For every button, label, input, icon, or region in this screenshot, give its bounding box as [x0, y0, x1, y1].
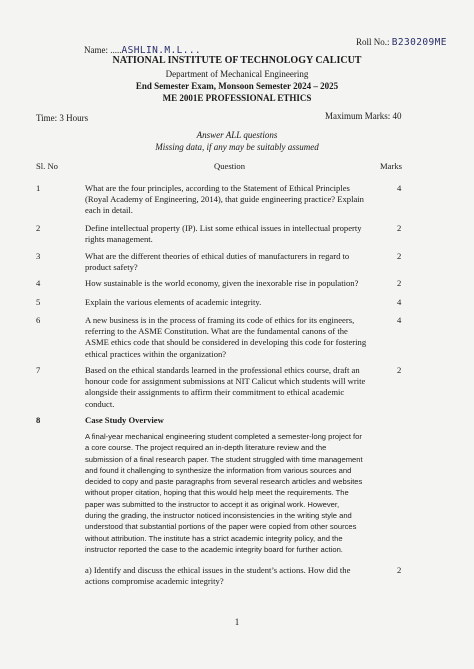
question-text: Based on the ethical standards learned in the professional ethics course, draft an honour code for assignment submissions at NIT Calicut which students will write alongside their assignments to affirm their commitment to ethical academic conduct. [85, 365, 366, 409]
question-number: 5 [36, 297, 41, 307]
col-question-header: Question [214, 161, 246, 171]
case-study-title: Case Study Overview [85, 415, 164, 425]
roll-number: Roll No.: B230209ME [356, 37, 447, 48]
question-number: 7 [36, 365, 41, 375]
question-marks: 2 [397, 278, 402, 288]
question-number: 3 [36, 251, 41, 261]
roll-number-value: B230209ME [391, 37, 447, 48]
page-number: 1 [234, 617, 240, 627]
question-number: 6 [36, 315, 41, 325]
question-marks: 4 [397, 183, 402, 193]
col-slno-header: Sl. No [36, 161, 58, 171]
question-number: 2 [36, 223, 41, 233]
name-label: Name: .....ASHLIN.M.L... [84, 45, 202, 56]
question-text: What are the four principles, according to the Statement of Ethical Principles (Royal Academy of Engineering, 2014), that guide engineering practice? Explain each in detail. [85, 183, 364, 216]
question-marks: 4 [397, 315, 402, 325]
instruction-answer-all: Answer ALL questions [196, 130, 278, 140]
question-marks: 2 [397, 251, 402, 261]
question-marks: 2 [397, 365, 402, 375]
name-dots: ..... [110, 45, 122, 55]
institute-name: NATIONAL INSTITUTE OF TECHNOLOGY CALICUT [112, 55, 362, 66]
exam-duration: Time: 3 Hours [36, 113, 89, 123]
case-study-paragraph: A final-year mechanical engineering student completed a semester-long project for a core course. The project required an in-depth literature review and the submission of a final research paper. The student struggled with time management and found it challenging to synthesize the information from various sources and decided to copy and paste paragraphs from several research articles and websites without proper citation, hoping that this would help meet the requirements. The paper was submitted to the instructor to accept it as original work. However, during the grading, the instructor noticed inconsistencies in the writing style and understood that substantial portions of the paper were copied from other sources without attribution. The institute has a strict academic integrity policy, and the instructor reported the case to the academic integrity board for further action. [85, 432, 363, 554]
maximum-marks: Maximum Marks: 40 [325, 111, 402, 121]
student-name: ASHLIN.M.L... [121, 45, 202, 56]
question-text: Define intellectual property (IP). List some ethical issues in intellectual property rights management. [85, 223, 362, 245]
question-text: What are the different theories of ethical duties of manufacturers in regard to product safety? [85, 251, 350, 273]
question-number: 8 [36, 415, 41, 425]
subquestion-text: a) Identify and discuss the ethical issues in the student’s actions. How did the actions compromise academic integrity? [85, 565, 351, 587]
question-number: 4 [36, 278, 41, 288]
question-text: A new business is in the process of framing its code of ethics for its engineers, referring to the ASME Constitution. What are the fundamental canons of the ASME ethics code that should be considered in developing this code for fostering ethical practices within the organization? [85, 315, 367, 359]
instruction-missing-data: Missing data, if any may be suitably assumed [155, 142, 319, 152]
department-name: Department of Mechanical Engineering [165, 69, 309, 79]
course-title: ME 2001E PROFESSIONAL ETHICS [162, 93, 312, 103]
question-number: 1 [36, 183, 41, 193]
exam-title: End Semester Exam, Monsoon Semester 2024 – 2025 [135, 81, 339, 91]
col-marks-header: Marks [380, 161, 402, 171]
question-marks: 4 [397, 297, 402, 307]
question-text: Explain the various elements of academic integrity. [85, 297, 262, 307]
subquestion-marks: 2 [397, 565, 402, 575]
question-marks: 2 [397, 223, 402, 233]
question-text: How sustainable is the world economy, given the inexorable rise in population? [85, 278, 359, 288]
